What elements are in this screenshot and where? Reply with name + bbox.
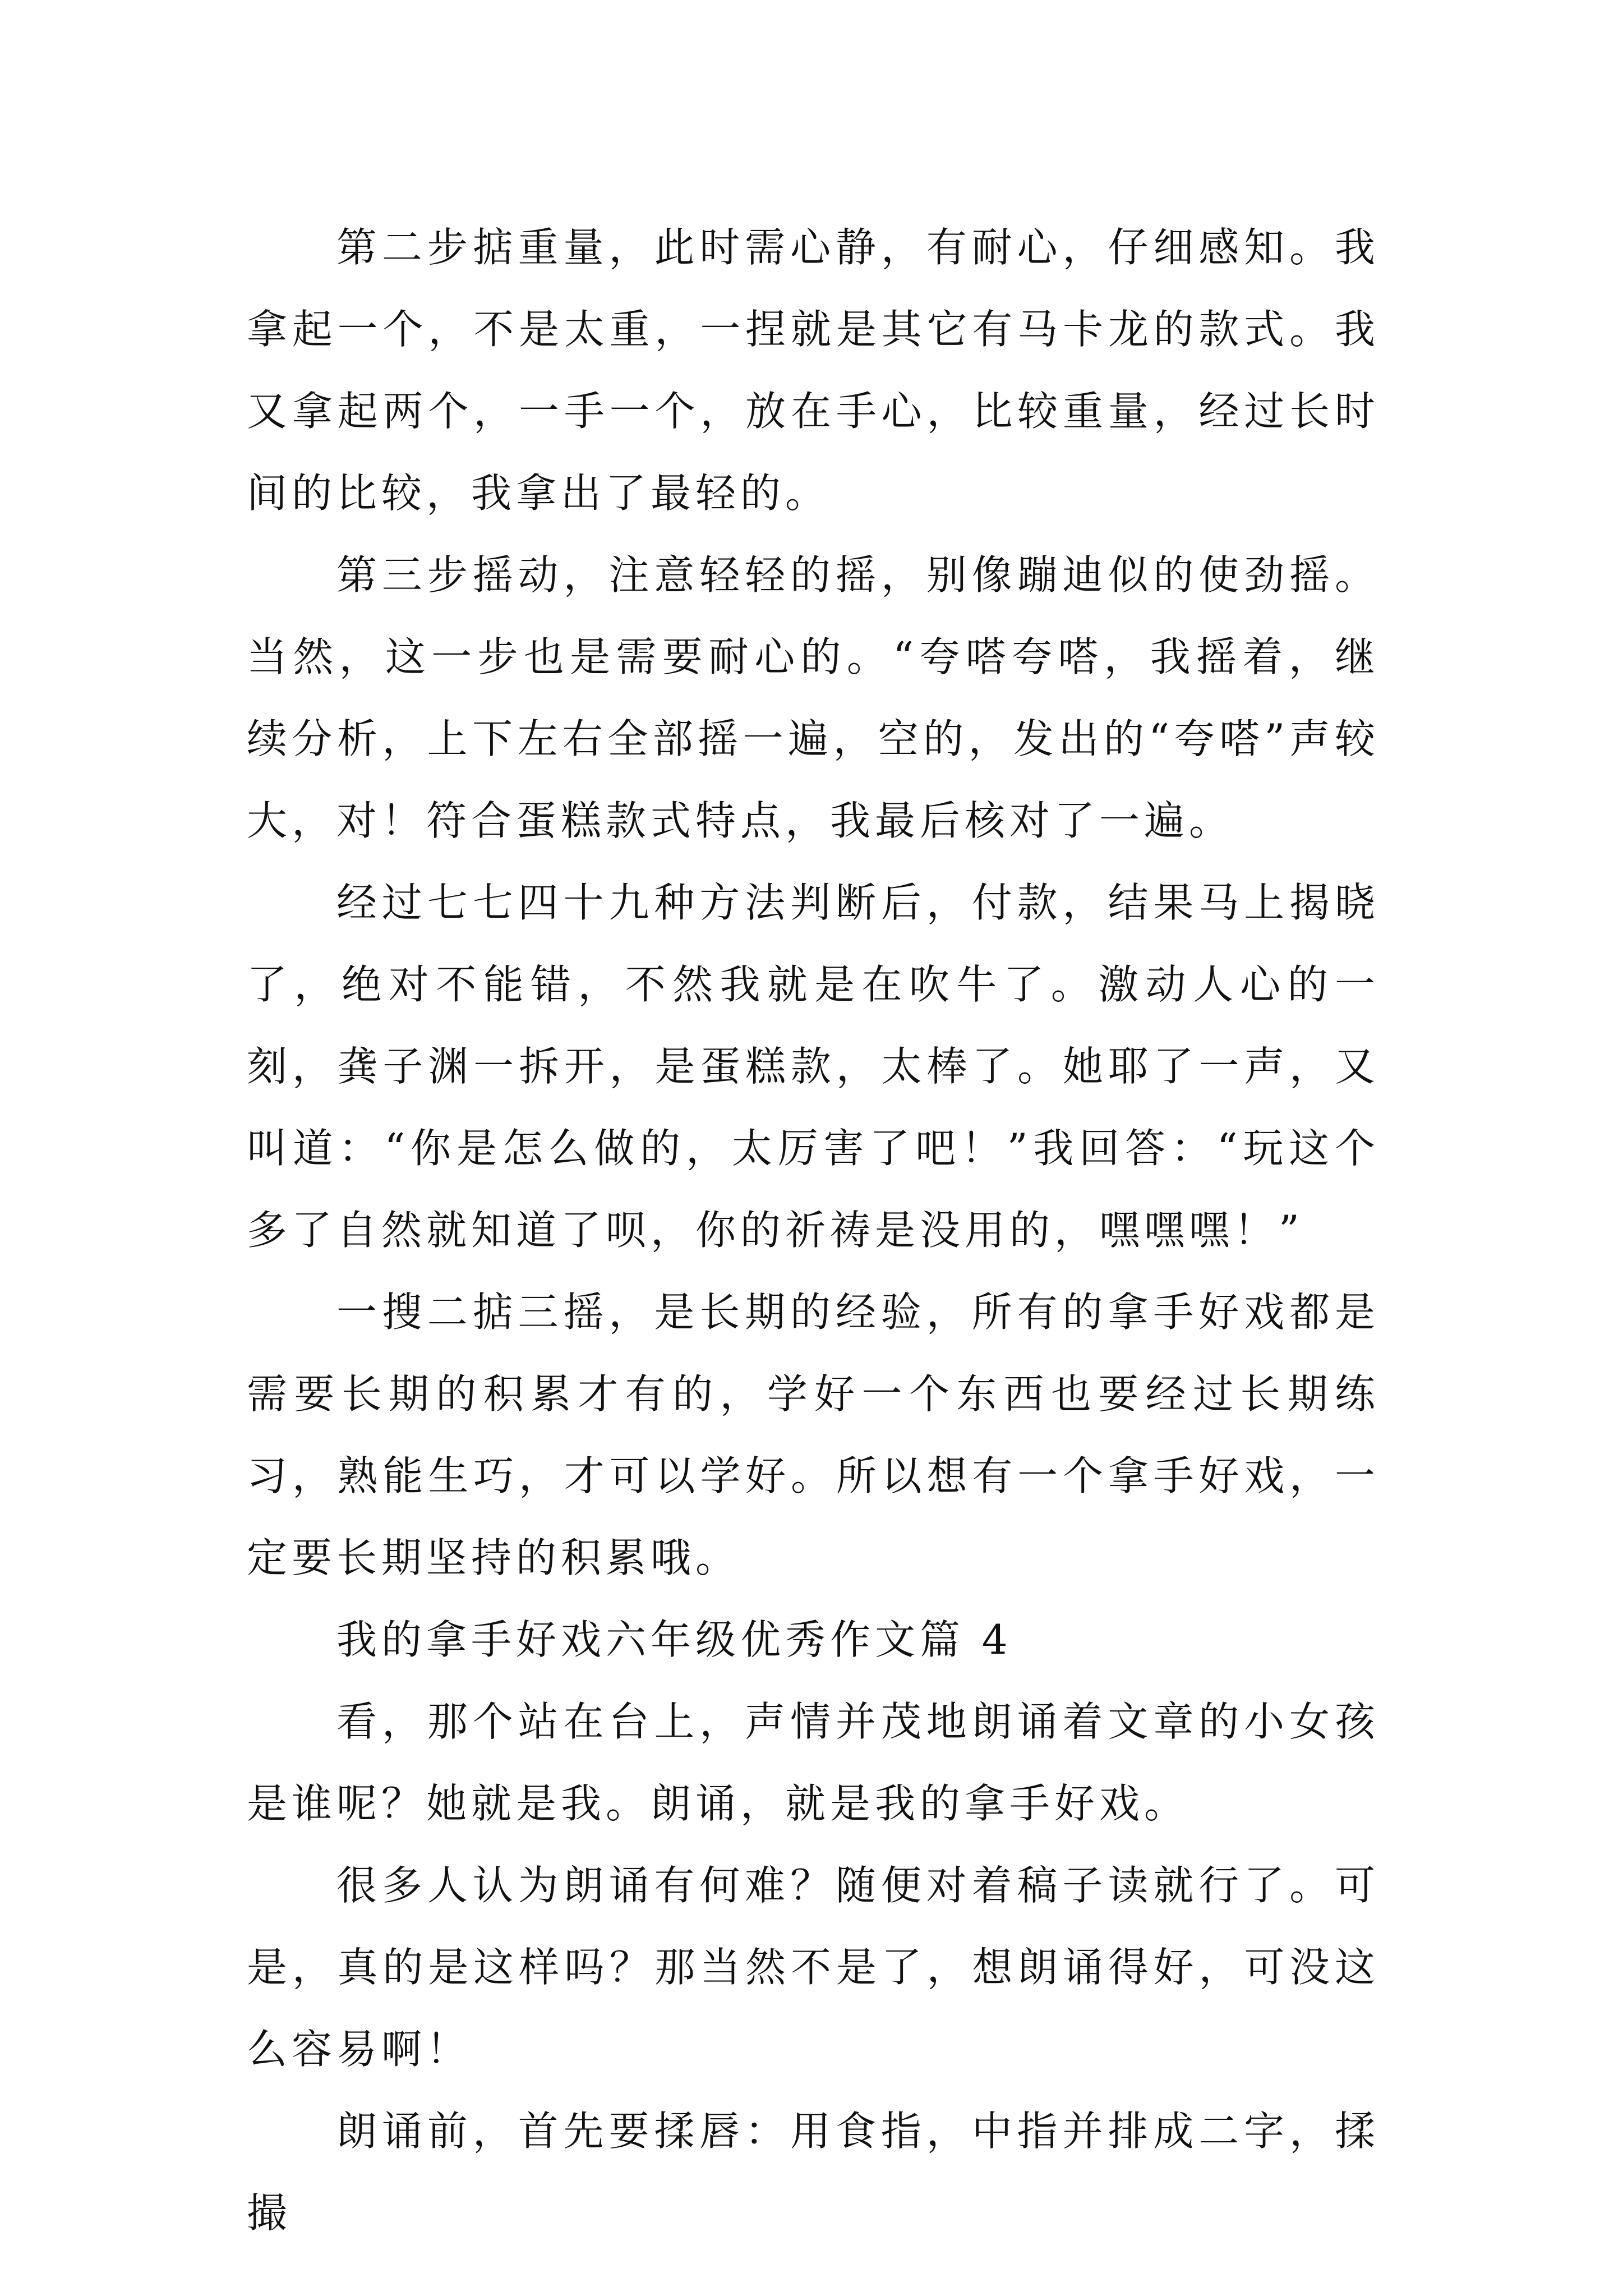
paragraph-conclusion: 一搜二掂三摇，是长期的经验，所有的拿手好戏都是需要长期的积累才有的，学好一个东西也要经过长期练习，熟能生巧，才可以学好。所以想有一个拿手好戏，一定要长期坚持的积累哦。 [247,1289,1380,1581]
paragraph-step-three-shake: 第三步摇动，注意轻轻的摇，别像蹦迪似的使劲摇。当然，这一步也是需要耐心的。“夸嗒夸嗒，我摇着，继续分析，上下左右全部摇一遍，空的，发出的“夸嗒”声较大，对！符合蛋糕款式特点，我最后核对了一遍。 [247,551,1380,844]
paragraph-recitation-difficulty: 很多人认为朗诵有何难？随便对着稿子读就行了。可是，真的是这样吗？那当然不是了，想朗诵得好，可没这么容易啊！ [247,1862,1380,2073]
section-heading-essay-4: 我的拿手好戏六年级优秀作文篇 4 [336,1616,1012,1663]
paragraph-recitation-intro: 看，那个站在台上，声情并茂地朗诵着文章的小女孩是谁呢？她就是我。朗诵，就是我的拿手好戏。 [247,1698,1380,1827]
paragraph-step-two-weigh: 第二步掂重量，此时需心静，有耐心，仔细感知。我拿起一个，不是太重，一捏就是其它有马卡龙的款式。我又拿起两个，一手一个，放在手心，比较重量，经过长时间的比较，我拿出了最轻的。 [247,224,1380,517]
document-body [247,206,1380,2254]
paragraph-recitation-prep: 朗诵前，首先要揉唇：用食指，中指并排成二字，揉撮 [247,2108,1380,2237]
paragraph-result-reveal: 经过七七四十九种方法判断后，付款，结果马上揭晓了，绝对不能错，不然我就是在吹牛了。激动人心的一刻，龚子渊一拆开，是蛋糕款，太棒了。她耶了一声，又叫道：“你是怎么做的，太厉害了吧！”我回答：“玩这个多了自然就知道了呗，你的祈祷是没用的，嘿嘿嘿！” [247,879,1380,1254]
